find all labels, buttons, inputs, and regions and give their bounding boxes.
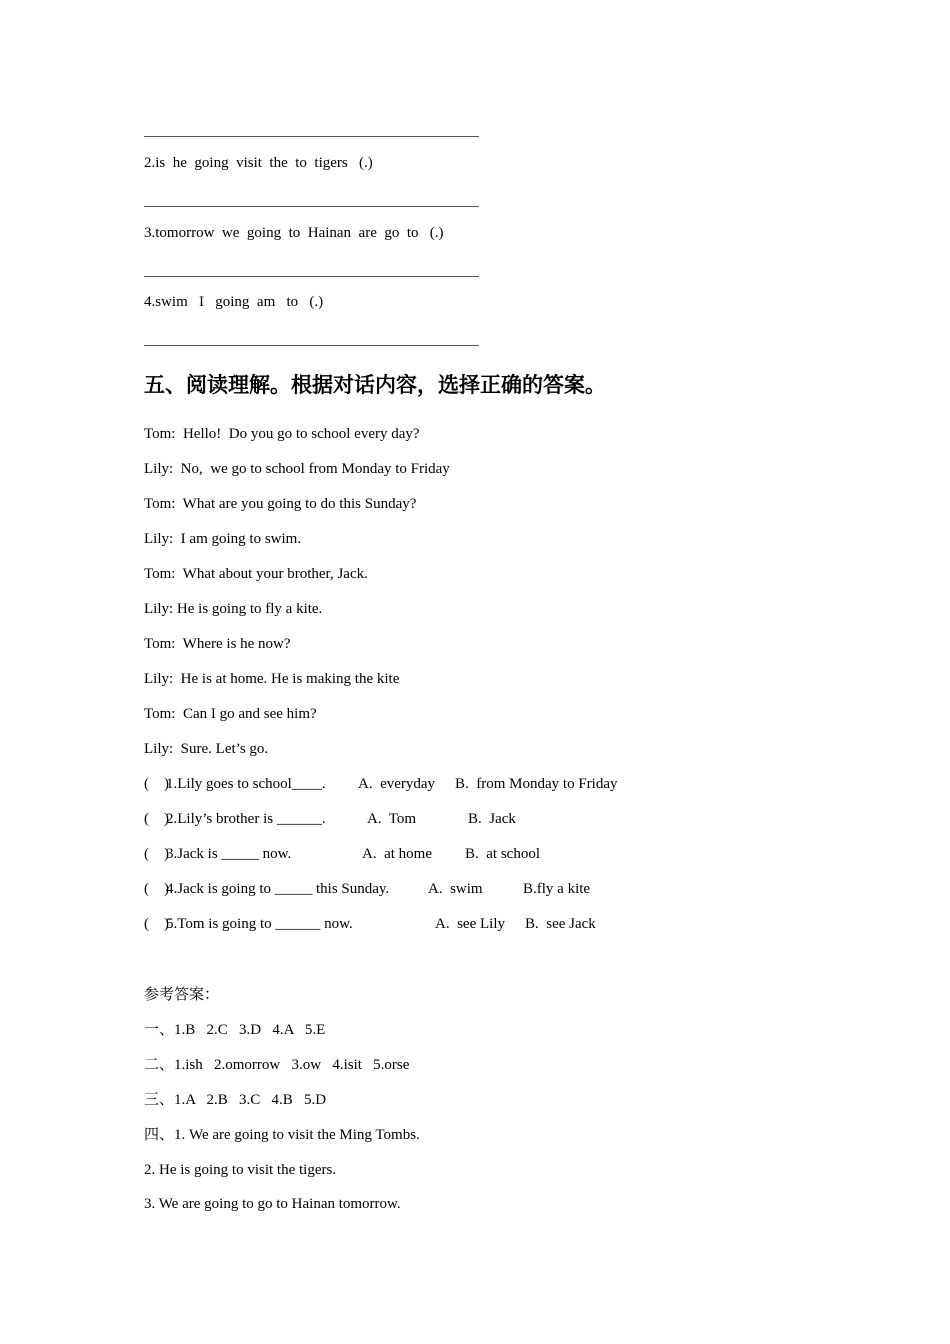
option-a: A. at home [362, 846, 432, 862]
question-stem: 5.Tom is going to ______ now. [166, 916, 353, 932]
ordering-item-3: 3.tomorrow we going to Hainan are go to (.) [144, 225, 444, 241]
answer-paren: ( ) [144, 916, 169, 932]
option-b: B.fly a kite [523, 881, 591, 897]
dialogue-line: Tom: Where is he now? [144, 636, 291, 652]
answer-key-line: 3. We are going to go to Hainan tomorrow. [144, 1196, 401, 1212]
dialogue-line: Lily: Sure. Let’s go. [144, 741, 269, 757]
answer-key-line: 四、1. We are going to visit the Ming Tombs. [144, 1127, 420, 1143]
answer-paren: ( ) [144, 846, 169, 862]
dialogue-line: Tom: Can I go and see him? [144, 706, 317, 722]
question-stem: 3.Jack is _____ now. [166, 846, 292, 862]
option-a: A. everyday [358, 776, 436, 792]
answer-line [144, 276, 479, 277]
option-a: A. swim [428, 881, 483, 897]
section-5-heading: 五、阅读理解。根据对话内容，选择正确的答案。 [144, 373, 606, 397]
option-b: B. from Monday to Friday [455, 776, 618, 792]
answer-line [144, 206, 479, 207]
dialogue-line: Lily: He is at home. He is making the kite [144, 671, 400, 687]
answer-paren: ( ) [144, 811, 169, 827]
dialogue-line: Lily: He is going to fly a kite. [144, 601, 323, 617]
option-b: B. at school [465, 846, 540, 862]
dialogue-line: Lily: No, we go to school from Monday to Friday [144, 461, 450, 477]
answer-key-line: 一、1.B 2.C 3.D 4.A 5.E [144, 1022, 326, 1038]
answer-key-line: 三、1.A 2.B 3.C 4.B 5.D [144, 1092, 327, 1108]
option-b: B. see Jack [525, 916, 596, 932]
option-b: B. Jack [468, 811, 516, 827]
ordering-item-4: 4.swim I going am to (.) [144, 294, 324, 310]
answer-key-line: 二、1.ish 2.omorrow 3.ow 4.isit 5.orse [144, 1057, 410, 1073]
answer-line [144, 345, 479, 346]
answer-paren: ( ) [144, 776, 169, 792]
question-stem: 2.Lily’s brother is ______. [166, 811, 326, 827]
question-stem: 1.Lily goes to school____. [166, 776, 326, 792]
answer-key-title: 参考答案： [144, 987, 220, 1003]
dialogue-line: Tom: Hello! Do you go to school every day? [144, 426, 420, 442]
dialogue-line: Lily: I am going to swim. [144, 531, 302, 547]
question-stem: 4.Jack is going to _____ this Sunday. [166, 881, 390, 897]
answer-paren: ( ) [144, 881, 169, 897]
option-a: A. Tom [367, 811, 417, 827]
dialogue-line: Tom: What about your brother, Jack. [144, 566, 368, 582]
ordering-item-2: 2.is he going visit the to tigers (.) [144, 155, 373, 171]
answer-line [144, 136, 479, 137]
answer-key-line: 2. He is going to visit the tigers. [144, 1162, 337, 1178]
option-a: A. see Lily [435, 916, 505, 932]
dialogue-line: Tom: What are you going to do this Sunday? [144, 496, 417, 512]
